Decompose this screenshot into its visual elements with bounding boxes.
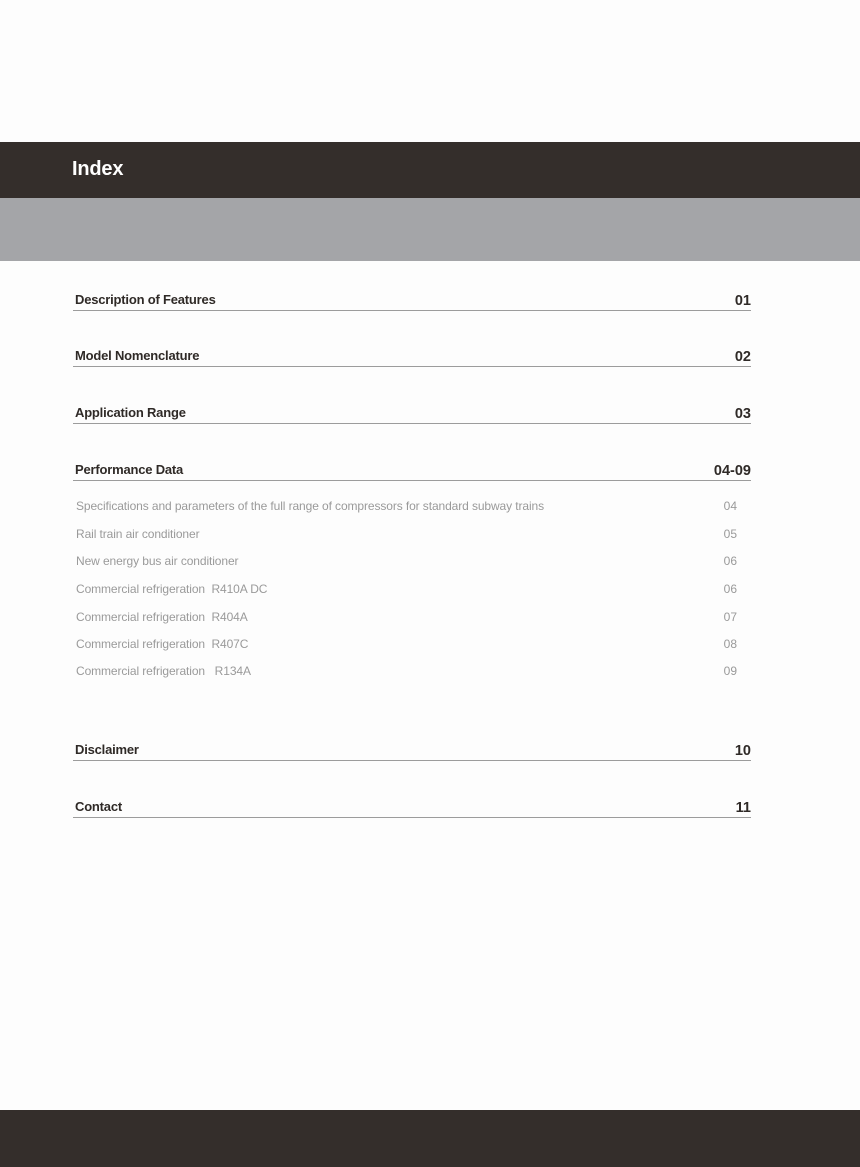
toc-subentry-r404a[interactable] xyxy=(76,610,737,628)
toc-subentry-label: New energy bus air conditioner xyxy=(76,554,239,568)
toc-subentry-page: 06 xyxy=(723,554,737,568)
toc-entry-label: Contact xyxy=(75,799,122,814)
toc-subentry-label: Commercial refrigeration R404A xyxy=(76,610,248,624)
toc-entry-page: 01 xyxy=(734,293,751,309)
toc-subentry-new-energy-bus[interactable] xyxy=(76,554,737,572)
page-title: Index xyxy=(72,158,124,180)
toc-subentry-page: 09 xyxy=(723,664,737,678)
toc-subentry-label: Commercial refrigeration R134A xyxy=(76,664,251,678)
toc-subentry-page: 04 xyxy=(723,499,737,513)
header-bar xyxy=(0,142,860,198)
toc-subentry-r134a[interactable] xyxy=(76,664,737,682)
footer-bar xyxy=(0,1110,860,1167)
toc-subentry-rail-train[interactable] xyxy=(76,527,737,545)
toc-subentry-r407c[interactable] xyxy=(76,637,737,655)
toc-subentry-page: 06 xyxy=(723,582,737,596)
toc-subentry-label: Specifications and parameters of the full range of compressors for standard subway trains xyxy=(76,499,545,513)
toc-entry-page: 11 xyxy=(735,800,751,816)
toc-subentry-page: 07 xyxy=(723,610,737,624)
toc-entry-performance-data[interactable] xyxy=(73,460,751,481)
toc-subentry-page: 08 xyxy=(723,637,737,651)
toc-subentry-page: 05 xyxy=(723,527,737,541)
toc-entry-description-of-features[interactable] xyxy=(73,290,751,311)
toc-entry-page: 04-09 xyxy=(713,463,751,479)
toc-entry-page: 10 xyxy=(734,743,751,759)
gray-band xyxy=(0,198,860,261)
toc-subentry-label: Commercial refrigeration R407C xyxy=(76,637,249,651)
toc-entry-label: Model Nomenclature xyxy=(75,348,200,363)
toc-entry-label: Performance Data xyxy=(75,462,184,477)
toc-entry-page: 02 xyxy=(734,349,751,365)
toc-subentry-r410a-dc[interactable] xyxy=(76,582,737,600)
toc-subentry-label: Rail train air conditioner xyxy=(76,527,200,541)
toc-entry-model-nomenclature[interactable] xyxy=(73,346,751,367)
toc-entry-label: Disclaimer xyxy=(75,742,139,757)
toc-entry-label: Application Range xyxy=(75,405,186,420)
toc-subentry-subway-compressors[interactable] xyxy=(76,499,737,517)
toc-entry-contact[interactable] xyxy=(73,797,751,818)
toc-entry-label: Description of Features xyxy=(75,292,216,307)
toc-entry-disclaimer[interactable] xyxy=(73,740,751,761)
toc-subentry-label: Commercial refrigeration R410A DC xyxy=(76,582,268,596)
toc-entry-page: 03 xyxy=(734,406,751,422)
toc-entry-application-range[interactable] xyxy=(73,403,751,424)
